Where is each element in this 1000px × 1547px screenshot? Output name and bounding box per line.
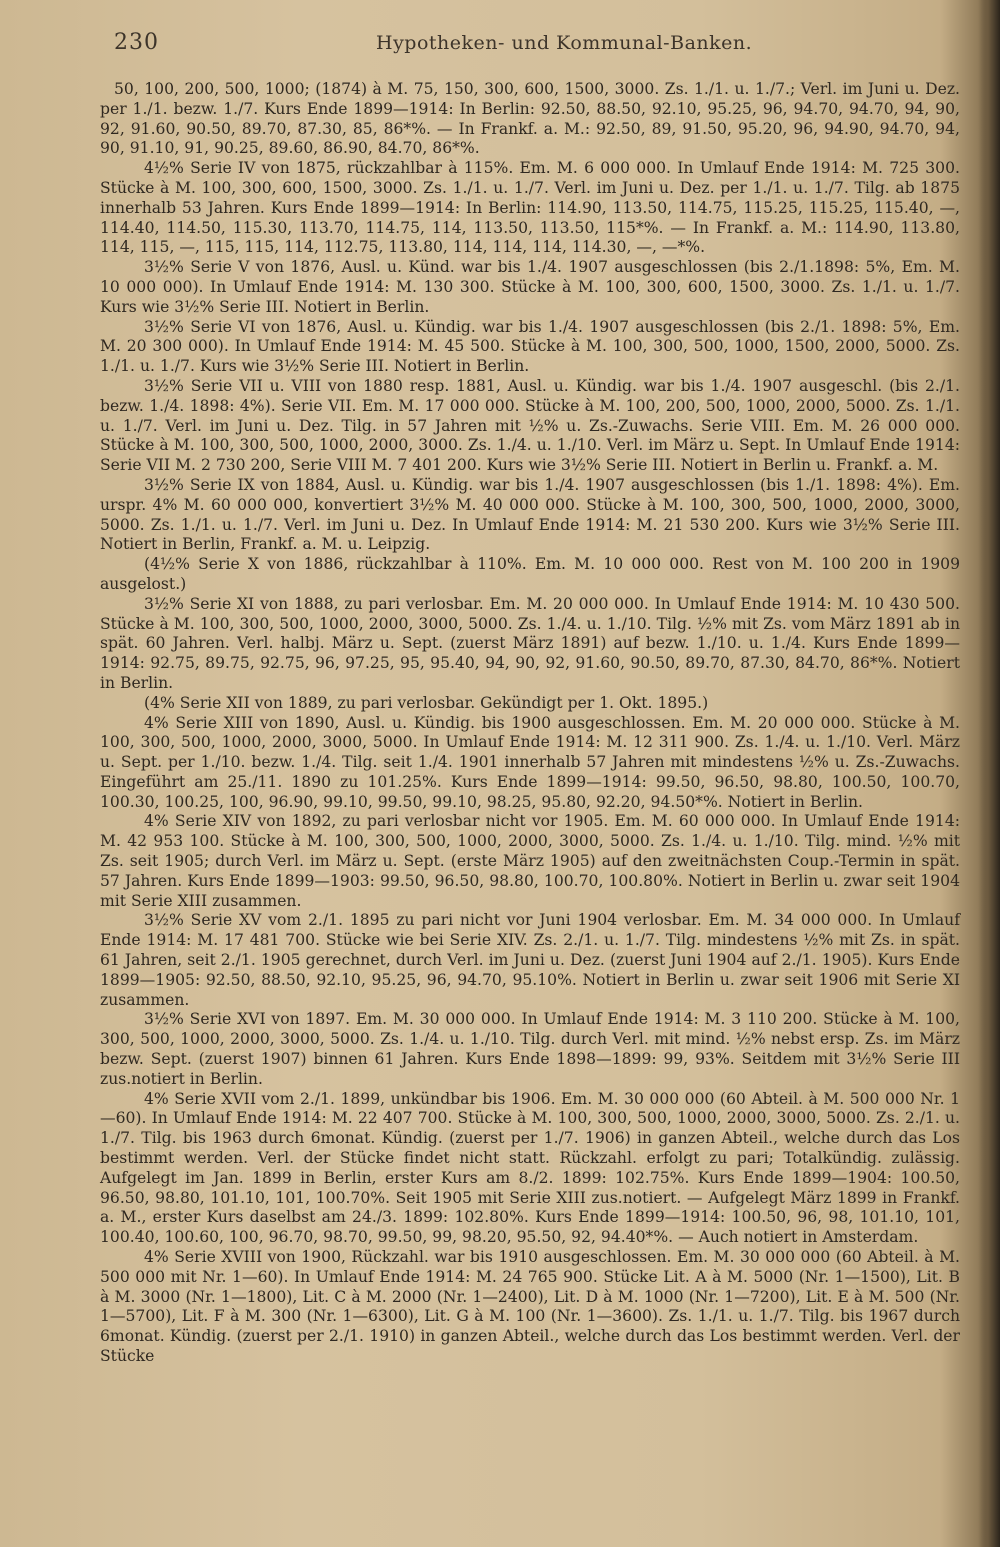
paragraph: 4% Serie XVII vom 2./1. 1899, unkündbar bis 1906. Em. M. 30 000 000 (60 Abteil. à M. 500 000 Nr. 1—60). In Umlauf Ende 1914: M. 22 407 700. Stücke à M. 100, 300, 500, 1000, 2000, 3000, 5000. Zs. 2./1. u. 1./7. Tilg. bis 1963 durch 6monat. Kündig. (zuerst per 1./7. 1906) in ganzen Abteil., welche durch das Los bestimmt werden. Verl. der Stücke findet nicht statt. Rückzahl. erfolgt zu pari; Totalkündig. zulässig. Aufgelegt im Jan. 1899 in Berlin, erster Kurs am 8./2. 1899: 102.75%. Kurs Ende 1899—1904: 100.50, 96.50, 98.80, 101.10, 101, 100.70%. Seit 1905 mit Serie XIII zus.notiert. — Aufgelegt März 1899 in Frankf. a. M., erster Kurs daselbst am 24./3. 1899: 102.80%. Kurs Ende 1899—1914: 100.50, 96, 98, 101.10, 101, 100.40, 100.60, 100, 96.70, 98.70, 99.50, 99, 98.20, 95.50, 92, 94.40*%. — Auch notiert in Amsterdam. (100, 1089, 960, 1247)
paragraph: 4½% Serie IV von 1875, rückzahlbar à 115%. Em. M. 6 000 000. In Umlauf Ende 1914: M. 725 300. Stücke à M. 100, 300, 600, 1500, 3000. Zs. 1./1. u. 1./7. Verl. im Juni u. Dez. per 1./1. u. 1./7. Tilg. ab 1875 innerhalb 53 Jahren. Kurs Ende 1899—1914: In Berlin: 114.90, 113.50, 114.75, 115.25, 115.25, 115.40, —, 114.40, 114.50, 115.30, 113.70, 114.75, 114, 113.50, 113.50, 115*%. — In Frankf. a. M.: 114.90, 113.80, 114, 115, —, 115, 115, 114, 112.75, 113.80, 114, 114, 114, 114.30, —, —*%. (100, 159, 960, 257)
paragraph: 3½% Serie VI von 1876, Ausl. u. Kündig. war bis 1./4. 1907 ausgeschlossen (bis 2./1. 1898: 5%, Em. M. 20 300 000). In Umlauf Ende 1914: M. 45 500. Stücke à M. 100, 300, 500, 1000, 1500, 2000, 5000. Zs. 1./1. u. 1./7. Kurs wie 3½% Serie III. Notiert in Berlin. (100, 317, 960, 376)
page-binding-edge (978, 0, 1000, 1547)
paragraph: 3½% Serie XVI von 1897. Em. M. 30 000 000. In Umlauf Ende 1914: M. 3 110 200. Stücke à M. 100, 300, 500, 1000, 2000, 3000, 5000. Zs. 1./4. u. 1./10. Tilg. durch Verl. mit mind. ½% nebst ersp. Zs. im März bezw. Sept. (zuerst 1907) binnen 61 Jahren. Kurs Ende 1898—1899: 99, 93%. Seitdem mit 3½% Serie III zus.notiert in Berlin. (100, 1010, 960, 1088)
paragraph: 4% Serie XVIII von 1900, Rückzahl. war bis 1910 ausgeschlossen. Em. M. 30 000 000 (60 Abteil. à M. 500 000 mit Nr. 1—60). In Umlauf Ende 1914: M. 24 765 900. Stücke Lit. A à M. 5000 (Nr. 1—1500), Lit. B à M. 3000 (Nr. 1—1800), Lit. C à M. 2000 (Nr. 1—2400), Lit. D à M. 1000 (Nr. 1—7200), Lit. E à M. 500 (Nr. 1—5700), Lit. F à M. 300 (Nr. 1—6300), Lit. G à M. 100 (Nr. 1—3600). Zs. 1./1. u. 1./7. Tilg. bis 1967 durch 6monat. Kündig. (zuerst per 2./1. 1910) in ganzen Abteil., welche durch das Los bestimmt werden. Verl. der Stücke (100, 1248, 960, 1365)
paragraph: 3½% Serie VII u. VIII von 1880 resp. 1881, Ausl. u. Kündig. war bis 1./4. 1907 ausgeschl. (bis 2./1. bezw. 1./4. 1898: 4%). Serie VII. Em. M. 17 000 000. Stücke à M. 100, 200, 500, 1000, 2000, 5000. Zs. 1./1. u. 1./7. Verl. im Juni u. Dez. Tilg. in 57 Jahren mit ½% u. Zs.-Zuwachs. Serie VIII. Em. M. 26 000 000. Stücke à M. 100, 300, 500, 1000, 2000, 3000. Zs. 1./4. u. 1./10. Verl. im März u. Sept. In Umlauf Ende 1914: Serie VII M. 2 730 200, Serie VIII M. 7 401 200. Kurs wie 3½% Serie III. Notiert in Berlin u. Frankf. a. M. (100, 376, 960, 475)
running-title: Hypotheken- und Kommunal-Banken. (376, 32, 753, 54)
paragraph: (4½% Serie X von 1886, rückzahlbar à 110%. Em. M. 10 000 000. Rest von M. 100 200 in 1909 ausgelost.) (100, 555, 960, 593)
paragraph: (4% Serie XII von 1889, zu pari verlosbar. Gekündigt per 1. Okt. 1895.) (144, 693, 709, 712)
paragraph: 3½% Serie IX von 1884, Ausl. u. Kündig. war bis 1./4. 1907 ausgeschlossen (bis 1./1. 1898: 4%). Em. urspr. 4% M. 60 000 000, konvertiert 3½% M. 40 000 000. Stücke à M. 100, 300, 500, 1000, 2000, 3000, 5000. Zs. 1./1. u. 1./7. Verl. im Juni u. Dez. In Umlauf Ende 1914: M. 21 530 200. Kurs wie 3½% Serie III. Notiert in Berlin, Frankf. a. M. u. Leipzig. (100, 475, 960, 554)
page-header (0, 30, 1000, 62)
paragraph: 3½% Serie V von 1876, Ausl. u. Künd. war bis 1./4. 1907 ausgeschlossen (bis 2./1.1898: 5%, Em. M. 10 000 000). In Umlauf Ende 1914: M. 130 300. Stücke à M. 100, 300, 600, 1500, 3000. Zs. 1./1. u. 1./7. Kurs wie 3½% Serie III. Notiert in Berlin. (100, 258, 960, 316)
paragraph: 4% Serie XIII von 1890, Ausl. u. Kündig. bis 1900 ausgeschlossen. Em. M. 20 000 000. Stücke à M. 100, 300, 500, 1000, 2000, 3000, 5000. In Umlauf Ende 1914: M. 12 311 900. Zs. 1./4. u. 1./10. Verl. März u. Sept. per 1./10. bezw. 1./4. Tilg. seit 1./4. 1901 innerhalb 57 Jahren mit mindestens ½% u. Zs.-Zuwachs. Eingeführt am 25./11. 1890 zu 101.25%. Kurs Ende 1899—1914: 99.50, 96.50, 98.80, 100.50, 100.70, 100.30, 100.25, 100, 96.90, 99.10, 99.50, 99.10, 98.25, 95.80, 92.20, 94.50*%. Notiert in Berlin. (100, 713, 960, 811)
page-number: 230 (114, 30, 159, 55)
paragraph: 4% Serie XIV von 1892, zu pari verlosbar nicht vor 1905. Em. M. 60 000 000. In Umlauf Ende 1914: M. 42 953 100. Stücke à M. 100, 300, 500, 1000, 2000, 3000, 5000. Zs. 1./4. u. 1./10. Tilg. mind. ½% mit Zs. seit 1905; durch Verl. im März u. Sept. (erste März 1905) auf den zweitnächsten Coup.-Termin in spät. 57 Jahren. Kurs Ende 1899—1903: 99.50, 96.50, 98.80, 100.70, 100.80%. Notiert in Berlin u. zwar seit 1904 mit Serie XIII zusammen. (100, 812, 960, 910)
paragraph: 3½% Serie XV vom 2./1. 1895 zu pari nicht vor Juni 1904 verlosbar. Em. M. 34 000 000. In Umlauf Ende 1914: M. 17 481 700. Stücke wie bei Serie XIV. Zs. 2./1. u. 1./7. Tilg. mindestens ½% mit Zs. in spät. 61 Jahren, seit 2./1. 1905 gerechnet, durch Verl. im Juni u. Dez. (zuerst Juni 1904 auf 2./1. 1905). Kurs Ende 1899—1905: 92.50, 88.50, 92.10, 95.25, 96, 94.70, 95.10%. Notiert in Berlin u. zwar seit 1906 mit Serie XI zusammen. (100, 911, 960, 1009)
text-body (100, 80, 960, 1367)
paragraph: 3½% Serie XI von 1888, zu pari verlosbar. Em. M. 20 000 000. In Umlauf Ende 1914: M. 10 430 500. Stücke à M. 100, 300, 500, 1000, 2000, 3000, 5000. Zs. 1./4. u. 1./10. Tilg. ½% mit Zs. vom März 1891 ab in spät. 60 Jahren. Verl. halbj. März u. Sept. (zuerst März 1891) auf bezw. 1./10. u. 1./4. Kurs Ende 1899—1914: 92.75, 89.75, 92.75, 96, 97.25, 95, 95.40, 94, 90, 92, 91.60, 90.50, 89.70, 87.30, 84.70, 86*%. Notiert in Berlin. (100, 594, 960, 692)
paragraph: 50, 100, 200, 500, 1000; (1874) à M. 75, 150, 300, 600, 1500, 3000. Zs. 1./1. u. 1./7.; Verl. im Juni u. Dez. per 1./1. bezw. 1./7. Kurs Ende 1899—1914: In Berlin: 92.50, 88.50, 92.10, 95.25, 96, 94.70, 94.70, 94, 90, 92, 91.60, 90.50, 89.70, 87.30, 85, 86*%. — In Frankf. a. M.: 92.50, 89, 91.50, 95.20, 96, 94.90, 94.70, 94, 90, 91.10, 91, 90.25, 89.60, 86.90, 84.70, 86*%. (100, 80, 960, 158)
